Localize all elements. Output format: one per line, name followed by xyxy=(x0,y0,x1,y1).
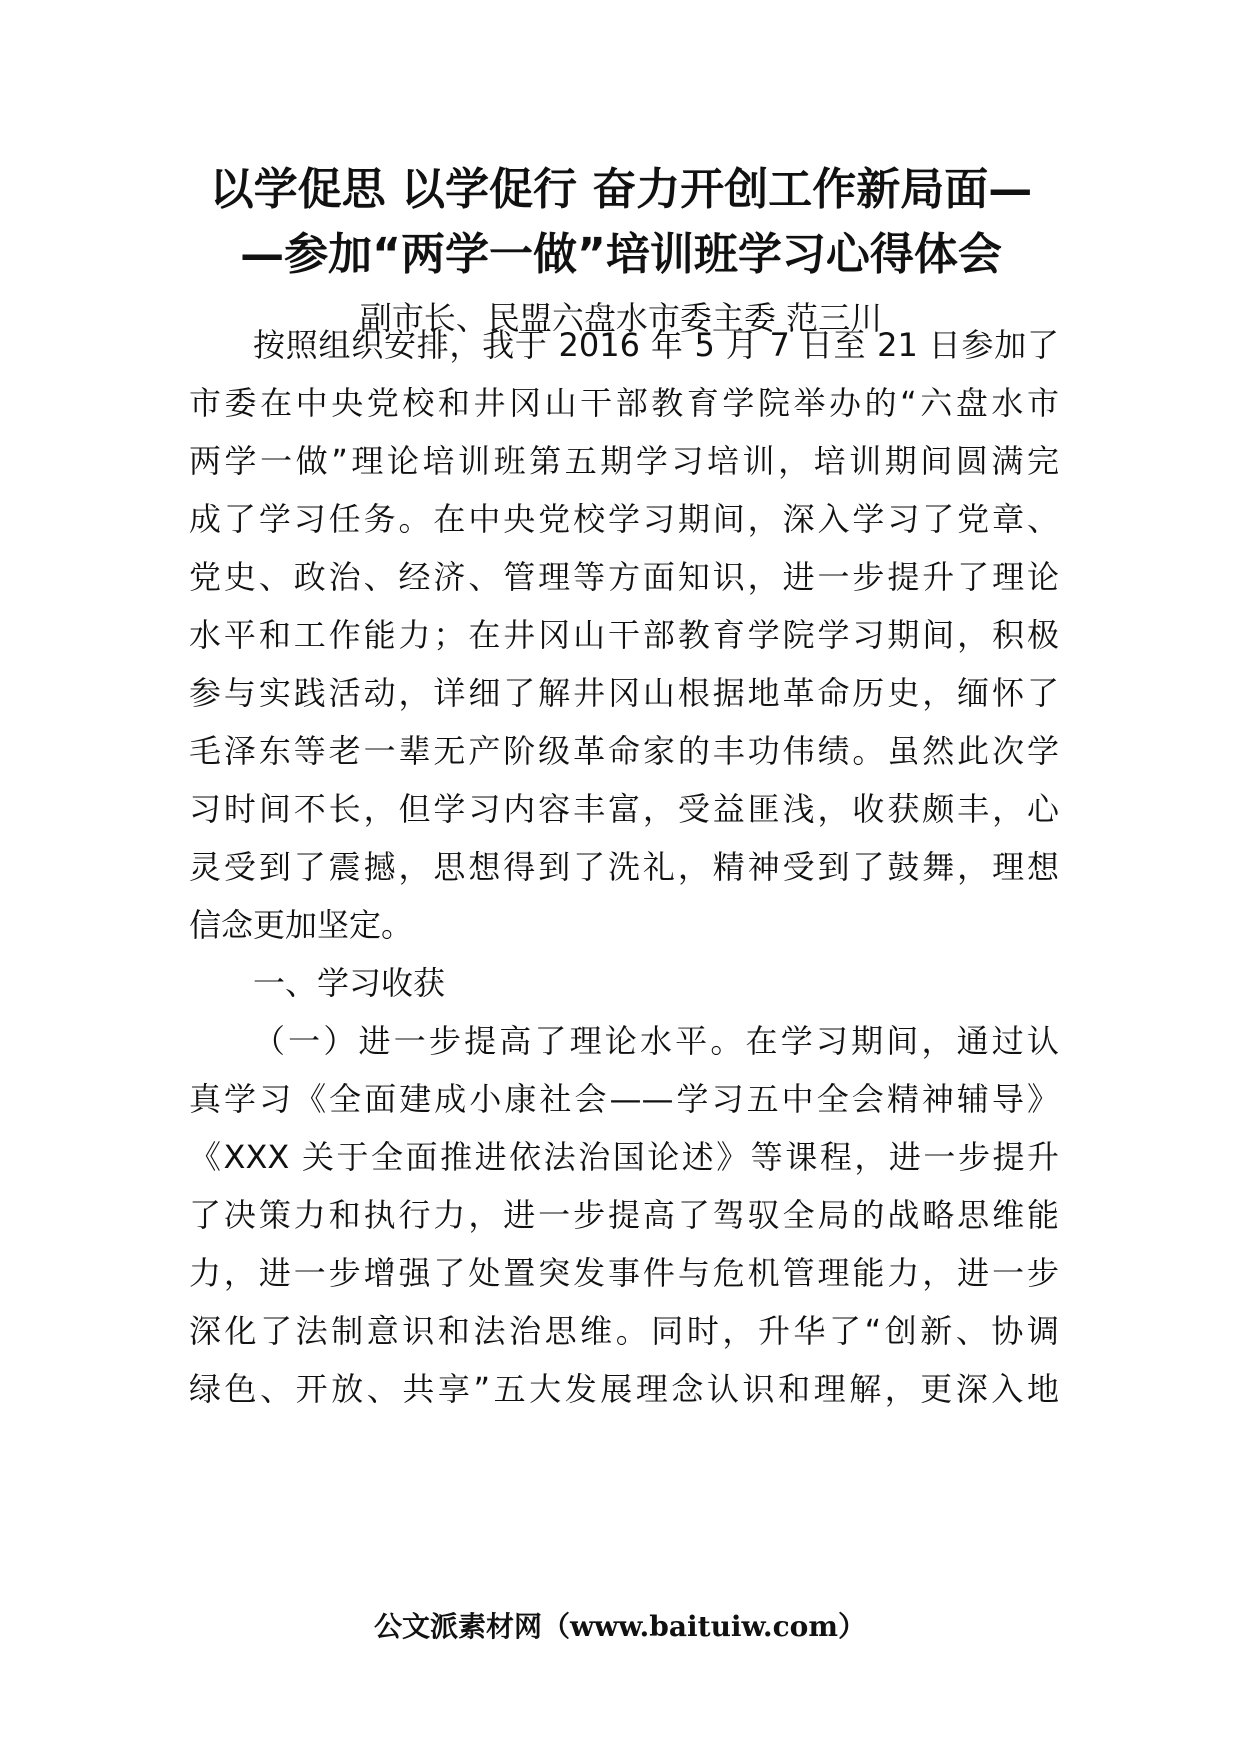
body-line: 绿色、开放、共享”五大发展理念认识和理解，更深入地 xyxy=(189,1370,1059,1408)
body-line: 了决策力和执行力，进一步提高了驾驭全局的战略思维能 xyxy=(189,1196,1059,1234)
document-title-line-1: 以学促思 以学促行 奋力开创工作新局面— xyxy=(209,164,1033,215)
body-line: 《XXX 关于全面推进依法治国论述》等课程，进一步提升 xyxy=(189,1138,1059,1176)
body-line: 灵受到了震撼，思想得到了洗礼，精神受到了鼓舞，理想 xyxy=(189,848,1059,886)
body-line: 市委在中央党校和井冈山干部教育学院举办的“六盘水市 xyxy=(189,384,1059,422)
body-line: 信念更加坚定。 xyxy=(189,906,414,944)
section-heading: 一、学习收获 xyxy=(253,964,446,1002)
body-line: 水平和工作能力；在井冈山干部教育学院学习期间，积极 xyxy=(189,616,1059,654)
body-line: 毛泽东等老一辈无产阶级革命家的丰功伟绩。虽然此次学 xyxy=(189,732,1059,770)
body-line: 两学一做”理论培训班第五期学习培训，培训期间圆满完 xyxy=(189,442,1059,480)
body-line: （一）进一步提高了理论水平。在学习期间，通过认 xyxy=(253,1022,1059,1060)
footer-watermark: 公文派素材网（www.baituiw.com） xyxy=(374,1610,866,1643)
author-line: 副市长、民盟六盘水市委主委 范三川 xyxy=(359,299,883,337)
body-line: 习时间不长，但学习内容丰富，受益匪浅，收获颇丰，心 xyxy=(189,790,1059,828)
body-line: 真学习《全面建成小康社会——学习五中全会精神辅导》 xyxy=(189,1080,1059,1118)
body-line: 成了学习任务。在中央党校学习期间，深入学习了党章、 xyxy=(189,500,1059,538)
document-title-line-2: —参加“两学一做”培训班学习心得体会 xyxy=(240,229,1002,280)
body-line: 力，进一步增强了处置突发事件与危机管理能力，进一步 xyxy=(189,1254,1059,1292)
body-line: 党史、政治、经济、管理等方面知识，进一步提升了理论 xyxy=(189,558,1059,596)
body-line: 按照组织安排，我于 2016 年 5 月 7 日至 21 日参加了 xyxy=(253,326,1059,364)
body-line: 参与实践活动，详细了解井冈山根据地革命历史，缅怀了 xyxy=(189,674,1059,712)
body-line: 深化了法制意识和法治思维。同时，升华了“创新、协调 xyxy=(189,1312,1059,1350)
